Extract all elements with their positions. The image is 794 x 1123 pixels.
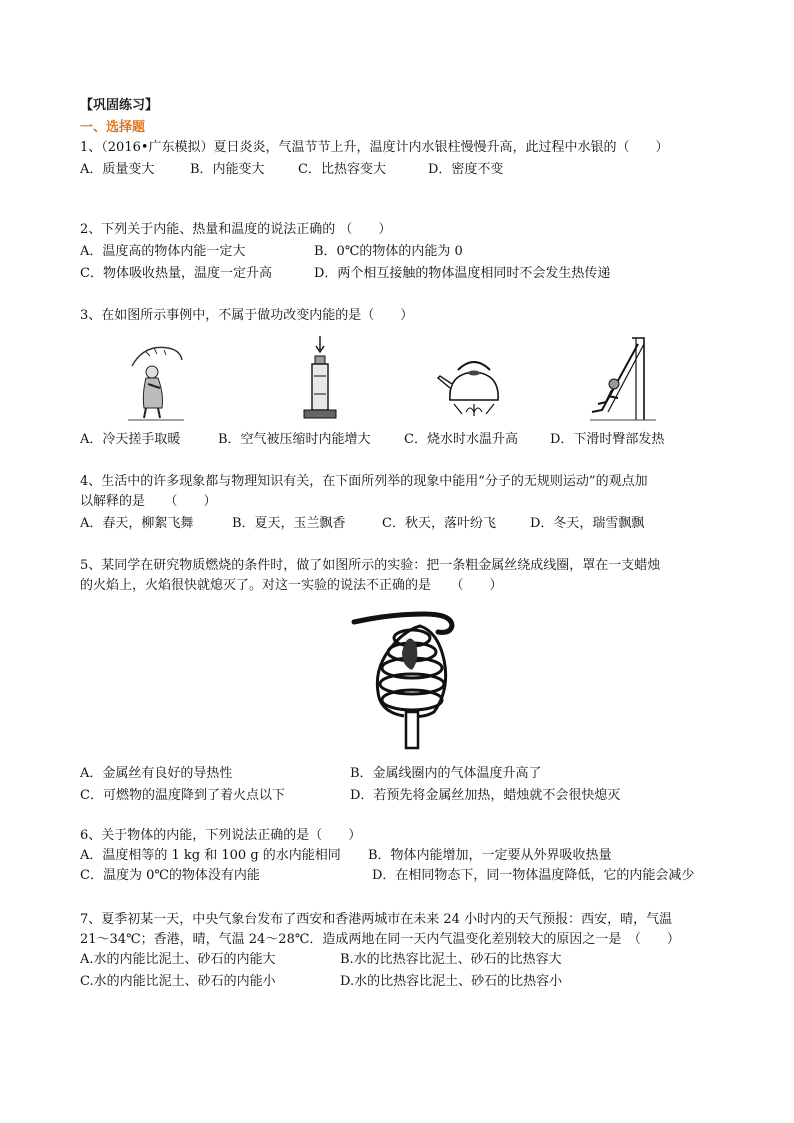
q1-option-d: D．密度不变 [428, 162, 504, 177]
q4-option-d: D．冬天，瑞雪飘飘 [530, 516, 645, 531]
q5-stem-line1: 5、某同学在研究物质燃烧的条件时，做了如图所示的实验：把一条粗金属丝绕成线圈，罩在一支蜡烛 [80, 558, 661, 573]
q3-option-b: B．空气被压缩时内能增大 [218, 432, 371, 447]
q7-option-a: A.水的内能比泥土、砂石的内能大 [80, 952, 276, 967]
q4-option-a: A．春天，柳絮飞舞 [80, 516, 194, 531]
q1-option-a: A．质量变大 [80, 162, 155, 177]
q5-option-a: A．金属丝有良好的导热性 [80, 766, 233, 781]
q5-option-d: D．若预先将金属丝加热，蜡烛就不会很快熄灭 [350, 788, 621, 803]
q7-option-d: D.水的比热容比泥土、砂石的比热容小 [340, 974, 563, 989]
q3-option-c: C．烧水时水温升高 [404, 432, 518, 447]
q2-stem: 2、下列关于内能、热量和温度的说法正确的 （ ） [80, 222, 392, 237]
q7-stem-line2: 21～34℃；香港，晴，气温 24～28℃．造成两地在同一天内气温变化差别较大的原因之一是 （ ） [80, 932, 680, 947]
slide-figure [588, 334, 658, 424]
q4-option-b: B．夏天，玉兰飘香 [232, 516, 346, 531]
q6-stem: 6、关于物体的内能，下列说法正确的是（ ） [80, 828, 362, 843]
air-pump-figure [300, 334, 340, 424]
q1-option-c: C．比热容变大 [298, 162, 386, 177]
coil-candle-figure [350, 600, 470, 750]
q5-option-c: C．可燃物的温度降到了着火点以下 [80, 788, 285, 803]
kettle-figure [436, 352, 512, 422]
q6-option-c: C．温度为 0℃的物体没有内能 [80, 868, 260, 883]
q4-stem-line1: 4、生活中的许多现象都与物理知识有关，在下面所列举的现象中能用“分子的无规则运动”的观点加 [80, 474, 648, 489]
section-title: 【巩固练习】 [80, 98, 159, 113]
q7-stem-line1: 7、夏季初某一天，中央气象台发布了西安和香港两城市在未来 24 小时内的天气预报：西安，晴，气温 [80, 912, 673, 927]
section-subtitle: 一、选择题 [80, 120, 146, 135]
q1-stem: 1、（2016•广东模拟）夏日炎炎，气温节节上升，温度计内水银柱慢慢升高，此过程中水银的（ ） [80, 140, 669, 155]
q5-option-b: B．金属线圈内的气体温度升高了 [350, 766, 542, 781]
q6-option-a: A．温度相等的 1 kg 和 100 g 的水内能相同 [80, 848, 341, 863]
q7-option-c: C.水的内能比泥土、砂石的内能小 [80, 974, 276, 989]
rubbing-hands-figure [124, 338, 188, 422]
q1-option-b: B．内能变大 [190, 162, 265, 177]
q5-stem-line2: 的火焰上，火焰很快就熄灭了。对这一实验的说法不正确的是 （ ） [80, 578, 503, 593]
q6-option-b: B．物体内能增加，一定要从外界吸收热量 [368, 848, 612, 863]
q3-option-a: A．冷天搓手取暖 [80, 432, 181, 447]
q2-option-d: D．两个相互接触的物体温度相同时不会发生热传递 [314, 266, 611, 281]
q3-stem: 3、在如图所示事例中，不属于做功改变内能的是（ ） [80, 308, 414, 323]
q6-option-d: D．在相同物态下，同一物体温度降低，它的内能会减少 [372, 868, 695, 883]
q7-option-b: B.水的比热容比泥土、砂石的比热容大 [340, 952, 562, 967]
q2-option-c: C．物体吸收热量，温度一定升高 [80, 266, 272, 281]
q4-stem-line2: 以解释的是 （ ） [80, 494, 217, 509]
q2-option-b: B．0℃的物体的内能为 0 [314, 244, 463, 259]
q3-option-d: D．下滑时臀部发热 [550, 432, 665, 447]
q2-option-a: A．温度高的物体内能一定大 [80, 244, 246, 259]
q4-option-c: C．秋天，落叶纷飞 [382, 516, 496, 531]
